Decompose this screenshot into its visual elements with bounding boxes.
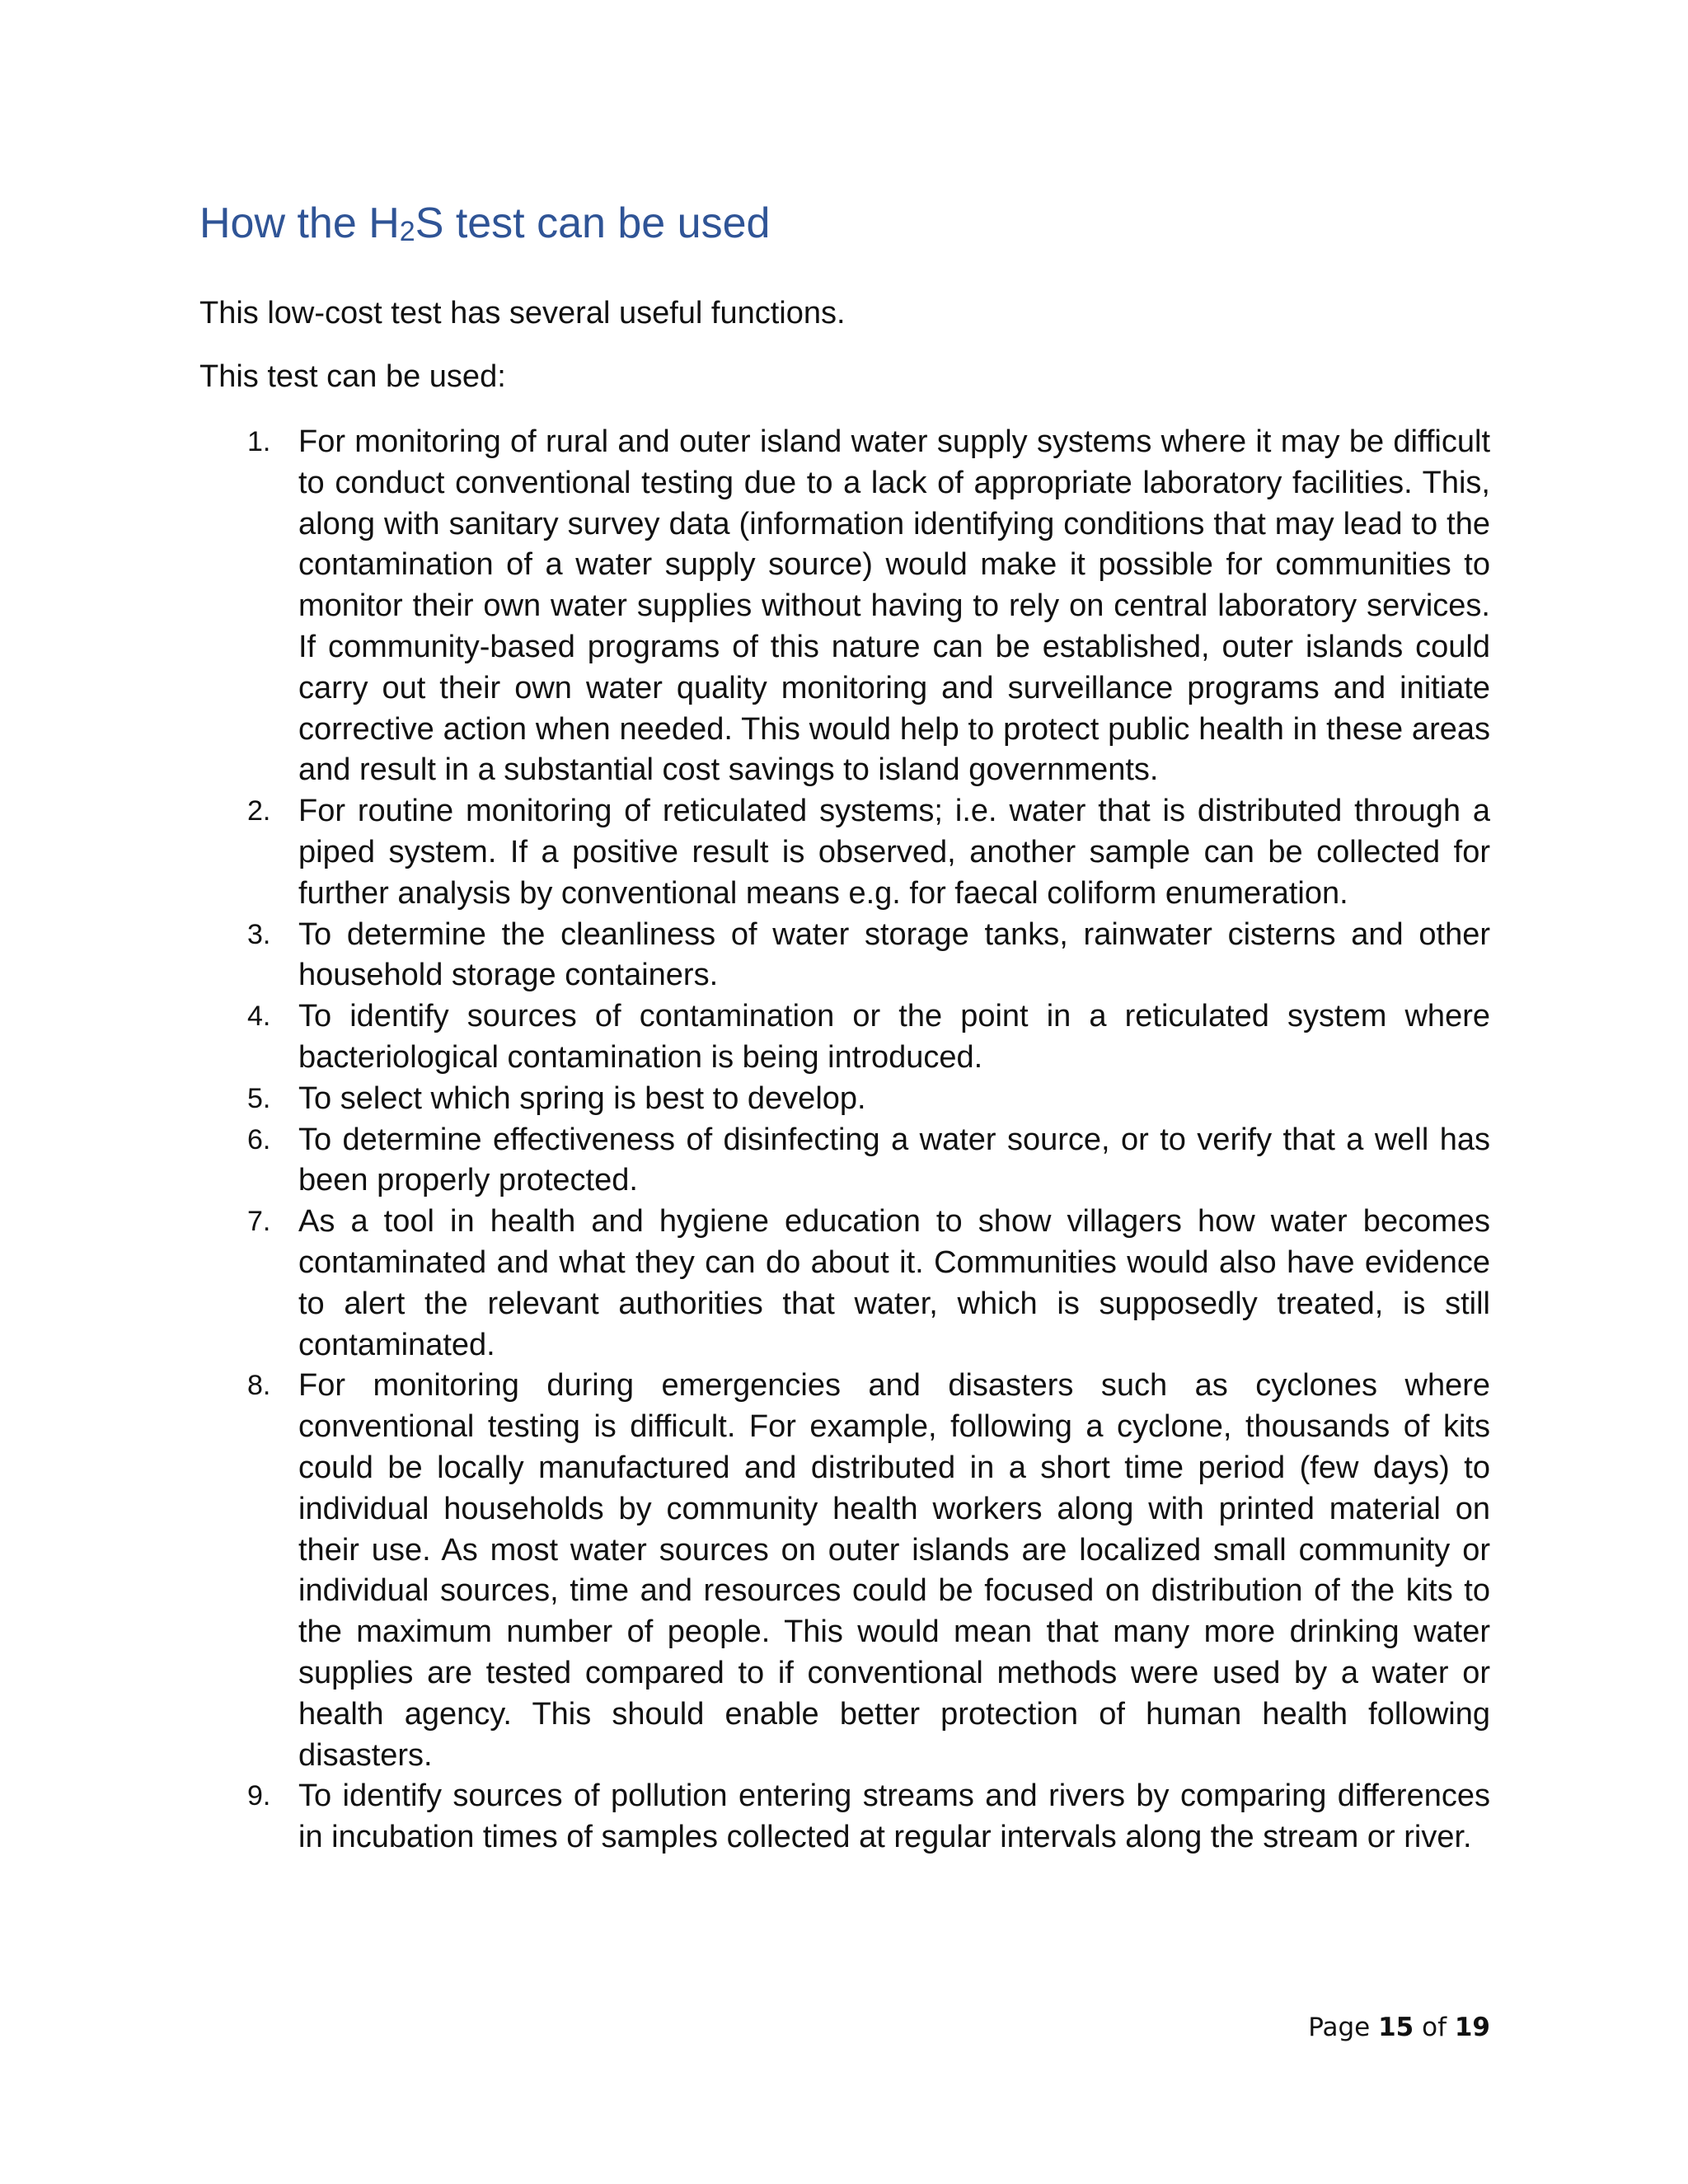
heading-text-end: S test can be used bbox=[415, 199, 771, 247]
list-item-2 bbox=[0, 791, 1688, 914]
heading-text-start: How the H bbox=[199, 199, 400, 247]
list-item-number: 4. bbox=[247, 1001, 271, 1033]
list-item-text: To determine the cleanliness of water storage tanks, rainwater cisterns and other household storage containers. bbox=[298, 916, 1490, 993]
current-page-number: 15 bbox=[1378, 2013, 1414, 2042]
list-item-text: For monitoring during emergencies and disasters such as cyclones where conventional testing is difficult. For example, following a cyclone, thousands of kits could be locally manufactured and distributed in a short time period (few days) to individual households by community health workers along with printed material on their use. As most water sources on outer islands are localized small community or individual sources, time and resources could be focused on distribution of the kits to the maximum number of people. This would mean that many more drinking water supplies are tested compared to if conventional methods were used by a water or health agency. This should enable better protection of human health following disasters. bbox=[298, 1368, 1490, 1773]
list-item-7 bbox=[0, 1202, 1688, 1366]
list-item-text: To identify sources of contamination or the point in a reticulated system where bacteriological contamination is being introduced. bbox=[298, 999, 1490, 1075]
list-item-3 bbox=[0, 915, 1688, 997]
heading-subscript: 2 bbox=[399, 216, 415, 247]
list-item-number: 8. bbox=[247, 1370, 271, 1402]
list-item-6 bbox=[0, 1120, 1688, 1202]
list-item-number: 9. bbox=[247, 1780, 271, 1812]
page-label: Page bbox=[1308, 2013, 1371, 2042]
list-item-5 bbox=[0, 1079, 1688, 1120]
page-number-footer bbox=[1308, 2009, 1490, 2046]
list-item-number: 6. bbox=[247, 1123, 271, 1155]
list-item-text: For monitoring of rural and outer island water supply systems where it may be difficult to conduct conventional testing due to a lack of appropriate laboratory facilities. This, along with sanitary survey data (information identifying conditions that may lead to the contamination of a water supply source) would make it possible for communities to monitor their own water supplies without having to rely on central laboratory services. If community-based programs of this nature can be established, outer islands could carry out their own water quality monitoring and surveillance programs and initiate corrective action when needed. This would help to protect public health in these areas and result in a substantial cost savings to island governments. bbox=[298, 424, 1490, 788]
list-item-text: For routine monitoring of reticulated systems; i.e. water that is distributed through a piped system. If a positive result is observed, another sample can be collected for further analysis by conventional means e.g. for faecal coliform enumeration. bbox=[298, 794, 1490, 911]
page-heading bbox=[199, 194, 770, 252]
list-item-number: 1. bbox=[247, 426, 271, 457]
uses-list bbox=[0, 422, 1688, 1858]
list-item-text: To identify sources of pollution entering streams and rivers by comparing differences in incubation times of samples collected at regular intervals along the stream or river. bbox=[298, 1779, 1490, 1855]
list-item-4 bbox=[0, 996, 1688, 1079]
of-label: of bbox=[1422, 2013, 1447, 2042]
list-item-text: As a tool in health and hygiene education to show villagers how water becomes contaminated and what they can do about it. Communities would also have evidence to alert the relevant authorities that water, which is supposedly treated, is still contaminated. bbox=[298, 1204, 1490, 1362]
list-lead-paragraph: This test can be used: bbox=[199, 359, 506, 394]
intro-paragraph: This low-cost test has several useful functions. bbox=[199, 296, 846, 330]
list-item-number: 5. bbox=[247, 1082, 271, 1114]
list-item-8 bbox=[0, 1366, 1688, 1776]
total-pages-number: 19 bbox=[1454, 2013, 1490, 2042]
list-item-number: 7. bbox=[247, 1206, 271, 1238]
list-item-number: 2. bbox=[247, 795, 271, 827]
list-item-9 bbox=[0, 1776, 1688, 1858]
list-item-1 bbox=[0, 422, 1688, 791]
list-item-text: To select which spring is best to develop. bbox=[298, 1080, 866, 1116]
list-item-number: 3. bbox=[247, 918, 271, 950]
list-item-text: To determine effectiveness of disinfecting a water source, or to verify that a well has been properly protected. bbox=[298, 1122, 1490, 1198]
